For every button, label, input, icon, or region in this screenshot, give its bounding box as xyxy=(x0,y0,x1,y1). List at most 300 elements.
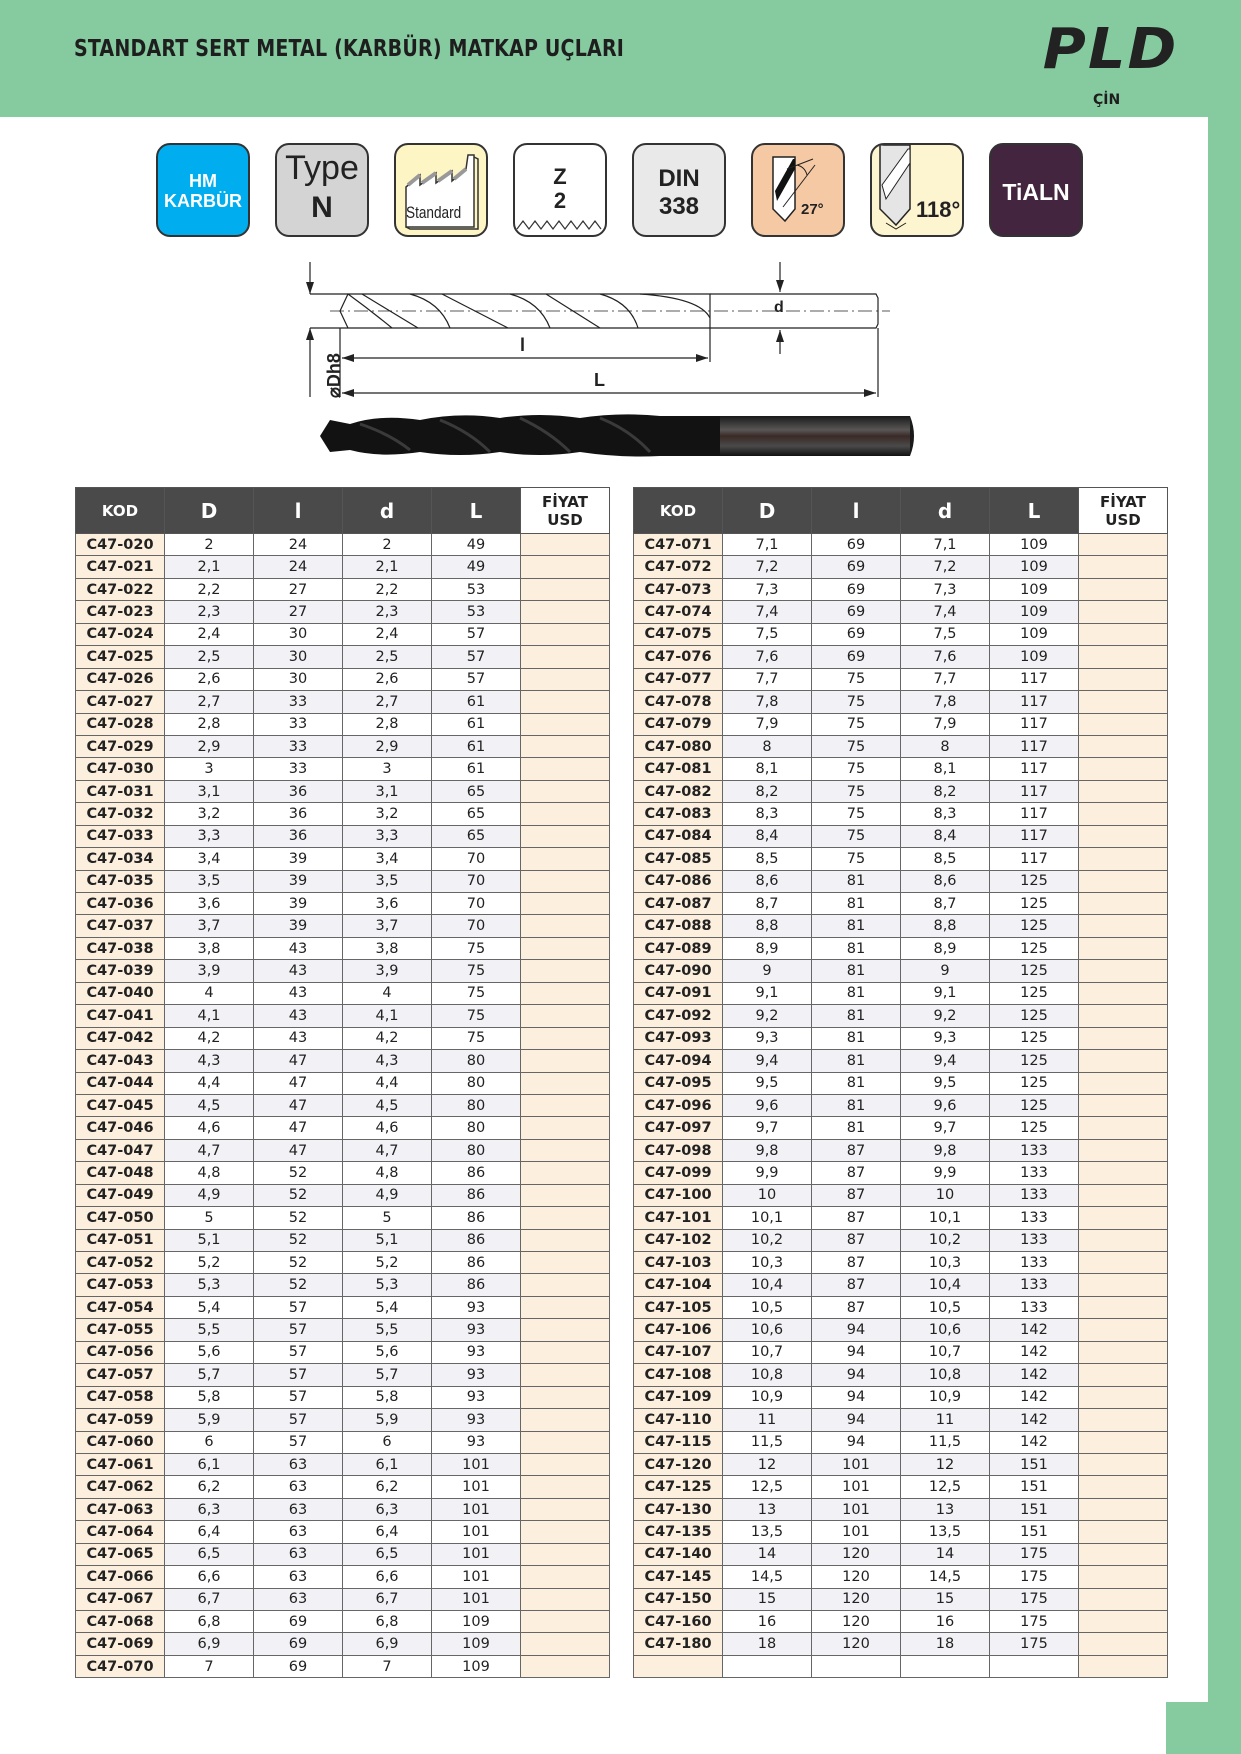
cell-D: 4,9 xyxy=(165,1184,254,1206)
table-row xyxy=(634,691,1168,713)
cell-L: 117 xyxy=(990,780,1079,802)
cell-d: 10,5 xyxy=(901,1296,990,1318)
cell-l: 43 xyxy=(254,982,343,1004)
din-line1: DIN xyxy=(658,165,700,192)
cell-D: 2,7 xyxy=(165,691,254,713)
technical-drawing xyxy=(300,262,900,406)
cell-L: 151 xyxy=(990,1453,1079,1475)
cell-l: 57 xyxy=(254,1364,343,1386)
cell-D: 10,2 xyxy=(723,1229,812,1251)
cell-l: 63 xyxy=(254,1543,343,1565)
cell-L: 125 xyxy=(990,1027,1079,1049)
cell-kod: C47-041 xyxy=(76,1005,165,1027)
cell-l: 75 xyxy=(812,668,901,690)
cell-L: 86 xyxy=(432,1184,521,1206)
cell-L: 75 xyxy=(432,937,521,959)
cell-price xyxy=(1079,601,1168,623)
cell-price xyxy=(521,803,610,825)
cell-l: 81 xyxy=(812,960,901,982)
cell-l: 39 xyxy=(254,893,343,915)
cell-L: 175 xyxy=(990,1566,1079,1588)
cell-price xyxy=(1079,1207,1168,1229)
shank-diameter-label: d xyxy=(774,299,784,316)
table-row xyxy=(634,780,1168,802)
cell-d: 4,7 xyxy=(343,1139,432,1161)
cell-price xyxy=(521,1184,610,1206)
table-row xyxy=(634,1252,1168,1274)
cell-price xyxy=(1079,1184,1168,1206)
table-row xyxy=(76,1364,610,1386)
cell-kod: C47-160 xyxy=(634,1611,723,1633)
cell-D: 5,3 xyxy=(165,1274,254,1296)
table-row xyxy=(76,713,610,735)
helix-angle-badge xyxy=(751,143,845,237)
cell-kod: C47-103 xyxy=(634,1252,723,1274)
drill-image xyxy=(320,412,920,462)
cell-price xyxy=(521,915,610,937)
cell-D: 10,9 xyxy=(723,1386,812,1408)
table-row xyxy=(76,1611,610,1633)
cell-L: 125 xyxy=(990,1050,1079,1072)
cell-d: 8,6 xyxy=(901,870,990,892)
table-row xyxy=(76,1005,610,1027)
cell-l: 52 xyxy=(254,1252,343,1274)
cell-d: 10,2 xyxy=(901,1229,990,1251)
cell-kod: C47-067 xyxy=(76,1588,165,1610)
cell-l: 101 xyxy=(812,1453,901,1475)
cell-kod: C47-120 xyxy=(634,1453,723,1475)
cell-l: 30 xyxy=(254,623,343,645)
cell-l: 94 xyxy=(812,1341,901,1363)
cell-l: 94 xyxy=(812,1386,901,1408)
flutes-badge xyxy=(513,143,607,237)
drill-dimension-diagram xyxy=(300,262,900,402)
cell-kod: C47-092 xyxy=(634,1005,723,1027)
side-band xyxy=(1208,0,1241,1702)
cell-kod: C47-145 xyxy=(634,1566,723,1588)
cell-d: 8,8 xyxy=(901,915,990,937)
cell-D: 2,3 xyxy=(165,601,254,623)
cell-d: 3,4 xyxy=(343,848,432,870)
col-header-l: l xyxy=(254,488,343,534)
cell-kod: C47-108 xyxy=(634,1364,723,1386)
cell-price xyxy=(521,735,610,757)
cell-price xyxy=(1079,893,1168,915)
cell-L: 49 xyxy=(432,534,521,556)
cell-l: 52 xyxy=(254,1162,343,1184)
cell-price xyxy=(1079,1162,1168,1184)
cell-l: 43 xyxy=(254,1005,343,1027)
cell-L: 80 xyxy=(432,1050,521,1072)
cell-kod: C47-089 xyxy=(634,937,723,959)
cell-price xyxy=(521,1431,610,1453)
cell-L: 125 xyxy=(990,893,1079,915)
table-row xyxy=(634,870,1168,892)
cell-price xyxy=(521,893,610,915)
cell-d: 10 xyxy=(901,1184,990,1206)
cell-l: 47 xyxy=(254,1072,343,1094)
cell-l: 94 xyxy=(812,1431,901,1453)
cell-L: 151 xyxy=(990,1498,1079,1520)
cell-l: 81 xyxy=(812,1117,901,1139)
table-row xyxy=(76,1431,610,1453)
table-row xyxy=(76,1229,610,1251)
table-row xyxy=(634,1588,1168,1610)
cell-D: 10,5 xyxy=(723,1296,812,1318)
table-row xyxy=(76,825,610,847)
din-line2: 338 xyxy=(658,193,700,220)
cell-D: 10,8 xyxy=(723,1364,812,1386)
cell-D: 9,7 xyxy=(723,1117,812,1139)
cell-kod xyxy=(634,1655,723,1677)
cell-d: 2,6 xyxy=(343,668,432,690)
cell-d: 9,3 xyxy=(901,1027,990,1049)
cell-D: 8,9 xyxy=(723,937,812,959)
col-header-l: l xyxy=(812,488,901,534)
table-row xyxy=(634,848,1168,870)
cell-price xyxy=(1079,578,1168,600)
table-row xyxy=(634,960,1168,982)
cell-l: 87 xyxy=(812,1252,901,1274)
cell-price xyxy=(1079,1633,1168,1655)
table-row xyxy=(76,623,610,645)
cell-L: 70 xyxy=(432,848,521,870)
cell-D: 2,6 xyxy=(165,668,254,690)
cell-d: 4,3 xyxy=(343,1050,432,1072)
cell-L: 57 xyxy=(432,623,521,645)
cell-L: 101 xyxy=(432,1453,521,1475)
cell-kod: C47-180 xyxy=(634,1633,723,1655)
cell-d: 8,4 xyxy=(901,825,990,847)
cell-price xyxy=(1079,1072,1168,1094)
cell-d: 10,1 xyxy=(901,1207,990,1229)
cell-price xyxy=(521,1409,610,1431)
table-row xyxy=(76,982,610,1004)
cell-d: 2,5 xyxy=(343,646,432,668)
cell-D: 10,7 xyxy=(723,1341,812,1363)
cell-d: 5,9 xyxy=(343,1409,432,1431)
spec-table-right xyxy=(633,487,1168,1678)
table-row xyxy=(76,937,610,959)
cell-L: 125 xyxy=(990,1094,1079,1116)
cell-l: 33 xyxy=(254,758,343,780)
cell-D: 2,8 xyxy=(165,713,254,735)
cell-D: 4,1 xyxy=(165,1005,254,1027)
cell-d: 14,5 xyxy=(901,1566,990,1588)
cell-L: 75 xyxy=(432,960,521,982)
cell-D: 18 xyxy=(723,1633,812,1655)
table-row xyxy=(634,1341,1168,1363)
cell-price xyxy=(1079,646,1168,668)
cell-L: 70 xyxy=(432,893,521,915)
cell-kod: C47-043 xyxy=(76,1050,165,1072)
cell-d: 8,5 xyxy=(901,848,990,870)
cell-D: 3,3 xyxy=(165,825,254,847)
cell-d: 8,3 xyxy=(901,803,990,825)
cell-D: 3,6 xyxy=(165,893,254,915)
cell-D: 12,5 xyxy=(723,1476,812,1498)
cell-L: 117 xyxy=(990,713,1079,735)
cell-price xyxy=(521,1252,610,1274)
cell-price xyxy=(521,578,610,600)
cell-price xyxy=(1079,1296,1168,1318)
cell-kod: C47-057 xyxy=(76,1364,165,1386)
table-row xyxy=(634,1431,1168,1453)
cell-D: 6,9 xyxy=(165,1633,254,1655)
cell-L: 53 xyxy=(432,578,521,600)
cell-kod: C47-094 xyxy=(634,1050,723,1072)
cell-d: 11,5 xyxy=(901,1431,990,1453)
cell-price xyxy=(521,623,610,645)
cell-d: 6,9 xyxy=(343,1633,432,1655)
cell-price xyxy=(1079,1588,1168,1610)
cell-l: 24 xyxy=(254,534,343,556)
table-row xyxy=(634,937,1168,959)
table-row xyxy=(76,870,610,892)
col-header-price xyxy=(1079,488,1168,534)
cell-l: 33 xyxy=(254,735,343,757)
material-line2: KARBÜR xyxy=(164,191,242,211)
cell-d: 5,5 xyxy=(343,1319,432,1341)
cell-kod: C47-047 xyxy=(76,1139,165,1161)
cell-price xyxy=(521,870,610,892)
cell-price xyxy=(1079,1498,1168,1520)
cell-L: 175 xyxy=(990,1588,1079,1610)
cell-L: 109 xyxy=(990,534,1079,556)
cell-kod: C47-055 xyxy=(76,1319,165,1341)
cell-L: 133 xyxy=(990,1207,1079,1229)
feature-badges xyxy=(156,143,1086,240)
cell-L: 65 xyxy=(432,825,521,847)
table-row xyxy=(634,1005,1168,1027)
table-row xyxy=(634,1453,1168,1475)
cell-kod: C47-064 xyxy=(76,1521,165,1543)
cell-l: 75 xyxy=(812,713,901,735)
table-row xyxy=(634,893,1168,915)
cell-d: 8 xyxy=(901,735,990,757)
cell-D: 6 xyxy=(165,1431,254,1453)
cell-L: 125 xyxy=(990,870,1079,892)
cell-kod: C47-095 xyxy=(634,1072,723,1094)
cell-d: 14 xyxy=(901,1543,990,1565)
cell-l: 101 xyxy=(812,1476,901,1498)
cell-price xyxy=(1079,556,1168,578)
table-row xyxy=(634,1139,1168,1161)
table-row xyxy=(634,668,1168,690)
cell-l: 69 xyxy=(812,623,901,645)
table-row xyxy=(76,1050,610,1072)
cell-kod: C47-086 xyxy=(634,870,723,892)
cell-D: 10,3 xyxy=(723,1252,812,1274)
table-row xyxy=(634,1184,1168,1206)
cell-kod: C47-042 xyxy=(76,1027,165,1049)
table-row xyxy=(76,1207,610,1229)
cell-L: 133 xyxy=(990,1296,1079,1318)
cell-D: 4,5 xyxy=(165,1094,254,1116)
cell-D: 9,3 xyxy=(723,1027,812,1049)
cell-price xyxy=(521,691,610,713)
cell-kod: C47-038 xyxy=(76,937,165,959)
cell-L: 109 xyxy=(990,578,1079,600)
cell-kod: C47-130 xyxy=(634,1498,723,1520)
cell-price xyxy=(1079,1611,1168,1633)
cell-D: 3,4 xyxy=(165,848,254,870)
table-row xyxy=(634,534,1168,556)
cell-L: 86 xyxy=(432,1162,521,1184)
cell-d: 3,7 xyxy=(343,915,432,937)
table-row xyxy=(76,1633,610,1655)
cell-d: 3,6 xyxy=(343,893,432,915)
cell-L: 93 xyxy=(432,1409,521,1431)
table-row xyxy=(634,646,1168,668)
cell-L: 93 xyxy=(432,1386,521,1408)
cell-d: 6,4 xyxy=(343,1521,432,1543)
cell-kod: C47-039 xyxy=(76,960,165,982)
cell-price xyxy=(521,960,610,982)
cell-kod: C47-059 xyxy=(76,1409,165,1431)
cell-D: 6,1 xyxy=(165,1453,254,1475)
cell-kod: C47-096 xyxy=(634,1094,723,1116)
cell-price xyxy=(1079,1409,1168,1431)
cell-kod: C47-032 xyxy=(76,803,165,825)
cell-kod: C47-097 xyxy=(634,1117,723,1139)
cell-price xyxy=(1079,1655,1168,1677)
col-header-kod: KOD xyxy=(634,488,723,534)
table-row xyxy=(634,1117,1168,1139)
table-row xyxy=(634,1386,1168,1408)
cell-kod: C47-022 xyxy=(76,578,165,600)
cell-price xyxy=(521,780,610,802)
cell-L: 80 xyxy=(432,1072,521,1094)
cell-price xyxy=(521,937,610,959)
cell-price xyxy=(521,1229,610,1251)
cell-D: 5,9 xyxy=(165,1409,254,1431)
diameter-tolerance-label: ⌀Dh8 xyxy=(324,353,344,398)
cell-d: 4,4 xyxy=(343,1072,432,1094)
cell-kod: C47-085 xyxy=(634,848,723,870)
cell-D: 6,2 xyxy=(165,1476,254,1498)
cell-price xyxy=(1079,960,1168,982)
cell-d: 18 xyxy=(901,1633,990,1655)
cell-price xyxy=(1079,1005,1168,1027)
cell-d: 5,3 xyxy=(343,1274,432,1296)
point-angle-label: 118° xyxy=(916,197,961,222)
table-row xyxy=(634,1274,1168,1296)
cell-L: 53 xyxy=(432,601,521,623)
cell-d: 7,4 xyxy=(901,601,990,623)
cell-L: 142 xyxy=(990,1409,1079,1431)
cell-L: 86 xyxy=(432,1229,521,1251)
cell-D: 8,2 xyxy=(723,780,812,802)
cell-L: 117 xyxy=(990,848,1079,870)
cell-kod: C47-036 xyxy=(76,893,165,915)
cell-l: 27 xyxy=(254,578,343,600)
cell-L: 61 xyxy=(432,713,521,735)
cell-price xyxy=(1079,668,1168,690)
cell-L: 70 xyxy=(432,915,521,937)
cell-l: 43 xyxy=(254,960,343,982)
zigzag-icon xyxy=(515,213,605,233)
cell-kod: C47-074 xyxy=(634,601,723,623)
cell-D: 7,9 xyxy=(723,713,812,735)
cell-price xyxy=(1079,825,1168,847)
table-row xyxy=(634,1027,1168,1049)
cell-d: 2,9 xyxy=(343,735,432,757)
cell-D: 8,1 xyxy=(723,758,812,780)
cell-L: 109 xyxy=(990,556,1079,578)
cell-kod: C47-087 xyxy=(634,893,723,915)
cell-D: 3,2 xyxy=(165,803,254,825)
cell-L: 151 xyxy=(990,1521,1079,1543)
cell-kod: C47-060 xyxy=(76,1431,165,1453)
cell-l: 87 xyxy=(812,1229,901,1251)
cell-price xyxy=(1079,1341,1168,1363)
cell-D: 6,6 xyxy=(165,1566,254,1588)
cell-d: 9,6 xyxy=(901,1094,990,1116)
table-row xyxy=(634,1476,1168,1498)
table-row xyxy=(76,893,610,915)
cell-D: 13,5 xyxy=(723,1521,812,1543)
cell-kod: C47-080 xyxy=(634,735,723,757)
cell-kod: C47-068 xyxy=(76,1611,165,1633)
cell-L: 101 xyxy=(432,1588,521,1610)
cell-price xyxy=(521,1633,610,1655)
cell-l: 87 xyxy=(812,1139,901,1161)
cell-price xyxy=(1079,1386,1168,1408)
cell-price xyxy=(1079,1364,1168,1386)
cell-price xyxy=(521,825,610,847)
cell-l: 75 xyxy=(812,825,901,847)
cell-kod: C47-140 xyxy=(634,1543,723,1565)
cell-price xyxy=(521,556,610,578)
cell-D: 10 xyxy=(723,1184,812,1206)
cell-D: 9,6 xyxy=(723,1094,812,1116)
cell-l: 52 xyxy=(254,1184,343,1206)
cell-l: 81 xyxy=(812,937,901,959)
cell-d: 8,2 xyxy=(901,780,990,802)
cell-l: 63 xyxy=(254,1453,343,1475)
cell-d: 2,8 xyxy=(343,713,432,735)
cell-price xyxy=(1079,1476,1168,1498)
cell-price xyxy=(521,1386,610,1408)
cell-L: 175 xyxy=(990,1543,1079,1565)
table-row xyxy=(76,1162,610,1184)
cell-L: 142 xyxy=(990,1319,1079,1341)
point-angle-badge xyxy=(870,143,964,237)
cell-L: 75 xyxy=(432,982,521,1004)
table-row xyxy=(76,691,610,713)
cell-l: 33 xyxy=(254,691,343,713)
cell-l: 87 xyxy=(812,1274,901,1296)
cell-price xyxy=(1079,1319,1168,1341)
cell-l: 81 xyxy=(812,1005,901,1027)
cell-d: 8,9 xyxy=(901,937,990,959)
cell-kod: C47-065 xyxy=(76,1543,165,1565)
cell-price xyxy=(1079,1431,1168,1453)
cell-D: 8 xyxy=(723,735,812,757)
cell-price xyxy=(521,1364,610,1386)
cell-price xyxy=(521,534,610,556)
cell-kod: C47-030 xyxy=(76,758,165,780)
cell-kod: C47-070 xyxy=(76,1655,165,1677)
cell-L: 133 xyxy=(990,1252,1079,1274)
cell-kod: C47-088 xyxy=(634,915,723,937)
cell-D: 4,3 xyxy=(165,1050,254,1072)
cell-d: 5,1 xyxy=(343,1229,432,1251)
cell-L: 117 xyxy=(990,668,1079,690)
cell-kod: C47-077 xyxy=(634,668,723,690)
cell-L: 125 xyxy=(990,915,1079,937)
